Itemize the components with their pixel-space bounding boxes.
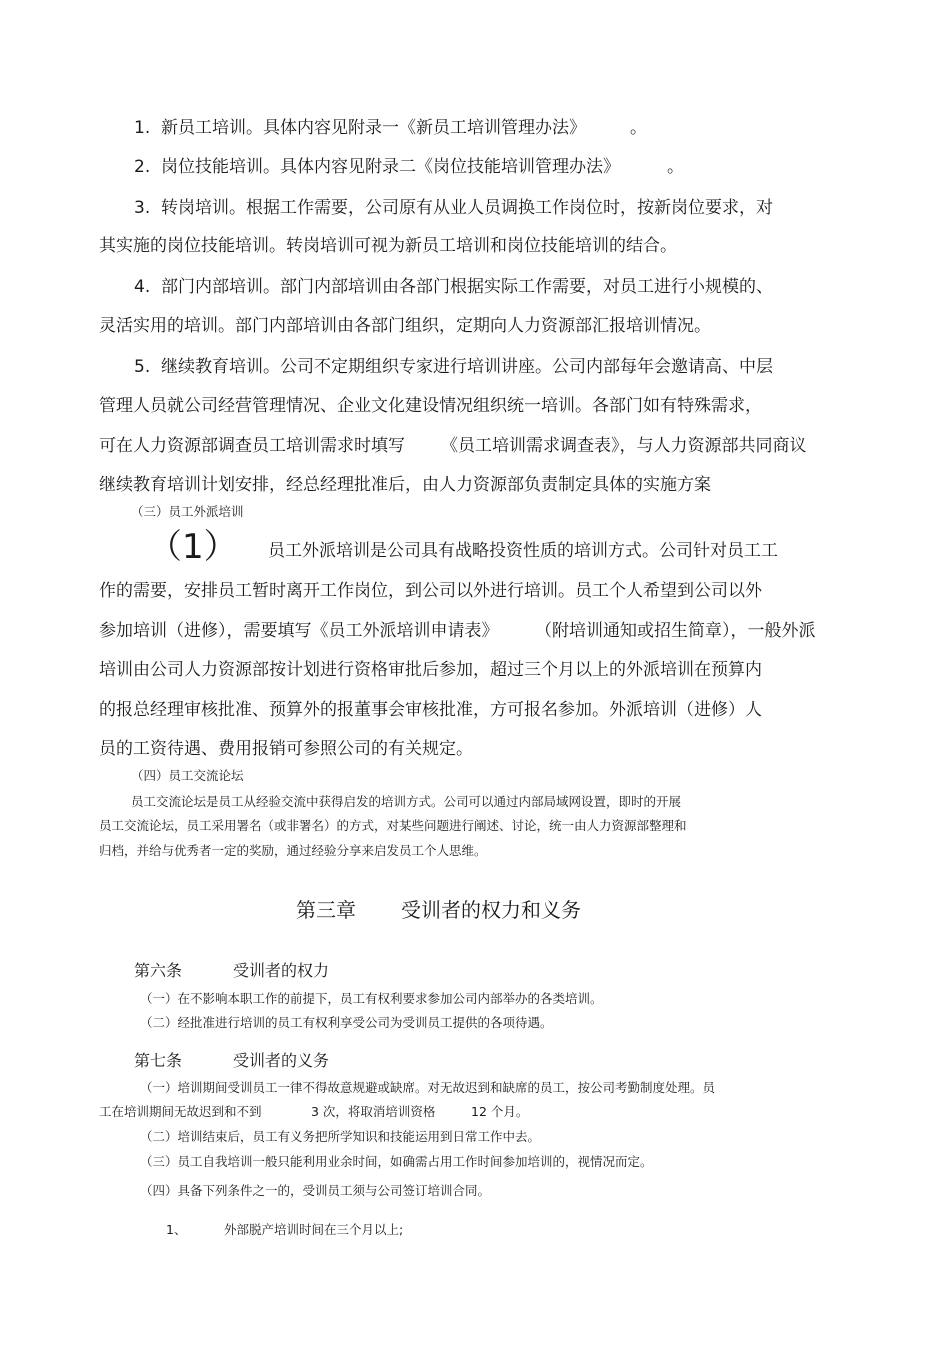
chapter-title: 受训者的权力和义务 xyxy=(401,898,581,922)
section-4-line-2: 员工交流论坛，员工采用署名（或非署名）的方式，对某些问题进行阐述、讨论，统一由人力资源部整理和 xyxy=(99,818,687,833)
article-7-para-2: （二）培训结束后，员工有义务把所学知识和技能运用到日常工作中去。 xyxy=(140,1129,541,1144)
item-2-text: 岗位技能培训。具体内容见附录二《岗位技能培训管理办法》 xyxy=(161,157,620,177)
section-3-line-2: 作的需要，安排员工暂时离开工作岗位，到公司以外进行培训。员工个人希望到公司以外 xyxy=(99,581,762,601)
item-3-number: 3. xyxy=(134,198,151,218)
article-7-title: 受训者的义务 xyxy=(233,1051,330,1070)
article-7-condition-1-number: 1、 xyxy=(166,1222,187,1237)
section-3-number: （1） xyxy=(148,527,238,567)
article-7-number: 第七条 xyxy=(134,1051,183,1070)
item-1-number: 1. xyxy=(134,118,151,138)
article-7-para-1a: （一）培训期间受训员工一律不得故意规避或缺席。对无故迟到和缺席的员工，按公司考勤制度处理。员 xyxy=(140,1080,716,1095)
item-5-line-1: 继续教育培训。公司不定期组织专家进行培训讲座。公司内部每年会邀请高、中层 xyxy=(161,357,773,377)
item-5-line-3b: 《员工培训需求调查表》，与人力资源部共同商议 xyxy=(441,436,807,456)
item-2-end: 。 xyxy=(667,157,684,177)
article-6-title: 受训者的权力 xyxy=(233,961,330,980)
article-7-condition-1: 外部脱产培训时间在三个月以上; xyxy=(224,1222,404,1237)
item-3-line-2: 其实施的岗位技能培训。转岗培训可视为新员工培训和岗位技能培训的结合。 xyxy=(99,236,677,256)
section-3-line-3b: （附培训通知或招生简章），一般外派 xyxy=(535,621,816,641)
article-6-number: 第六条 xyxy=(134,961,183,980)
article-7-para-4: （四）具备下列条件之一的，受训员工须与公司签订培训合同。 xyxy=(140,1183,491,1198)
item-5-number: 5. xyxy=(134,357,151,377)
article-6-para-1: （一）在不影响本职工作的前提下，员工有权利要求参加公司内部举办的各类培训。 xyxy=(140,991,603,1006)
section-3-heading: （三）员工外派培训 xyxy=(131,504,244,519)
item-2-number: 2. xyxy=(134,157,151,177)
item-3-line-1: 转岗培训。根据工作需要，公司原有从业人员调换工作岗位时，按新岗位要求，对 xyxy=(161,198,773,218)
chapter-number: 第三章 xyxy=(296,898,356,922)
item-4-line-1: 部门内部培训。部门内部培训由各部门根据实际工作需要，对员工进行小规模的、 xyxy=(161,277,773,297)
section-4-heading: （四）员工交流论坛 xyxy=(131,768,244,783)
item-5-line-4: 继续教育培训计划安排，经总经理批准后，由人力资源部负责制定具体的实施方案 xyxy=(99,475,711,495)
article-7-para-1c: 3 次，将取消培训资格 xyxy=(311,1104,436,1119)
section-3-line-4: 培训由公司人力资源部按计划进行资格审批后参加，超过三个月以上的外派培训在预算内 xyxy=(99,660,762,680)
section-3-line-1: 员工外派培训是公司具有战略投资性质的培训方式。公司针对员工工 xyxy=(268,541,778,561)
section-4-line-1: 员工交流论坛是员工从经验交流中获得启发的培训方式。公司可以通过内部局域网设置，即时的开展 xyxy=(131,794,682,809)
article-6-para-2: （二）经批准进行培训的员工有权利享受公司为受训员工提供的各项待遇。 xyxy=(140,1015,553,1030)
item-5-line-3a: 可在人力资源部调查员工培训需求时填写 xyxy=(99,436,405,456)
article-7-para-3: （三）员工自我培训一般只能利用业余时间，如确需占用工作时间参加培训的，视情况而定。 xyxy=(140,1154,653,1169)
article-7-para-1b: 工在培训期间无故迟到和不到 xyxy=(99,1104,262,1119)
section-3-line-5: 的报总经理审核批准、预算外的报董事会审核批准，方可报名参加。外派培训（进修）人 xyxy=(99,700,762,720)
section-3-line-6: 员的工资待遇、费用报销可参照公司的有关规定。 xyxy=(99,739,473,759)
item-1-text: 新员工培训。具体内容见附录一《新员工培训管理办法》 xyxy=(161,118,586,138)
item-1-end: 。 xyxy=(630,118,647,138)
section-4-line-3: 归档，并给与优秀者一定的奖励，通过经验分享来启发员工个人思维。 xyxy=(99,843,487,858)
item-4-line-2: 灵活实用的培训。部门内部培训由各部门组织，定期向人力资源部汇报培训情况。 xyxy=(99,316,711,336)
item-5-line-2: 管理人员就公司经营管理情况、企业文化建设情况组织统一培训。各部门如有特殊需求， xyxy=(99,396,762,416)
section-3-line-3a: 参加培训（进修），需要填写《员工外派培训申请表》 xyxy=(99,621,499,641)
article-7-para-1d: 12 个月。 xyxy=(471,1104,529,1119)
item-4-number: 4. xyxy=(134,277,151,297)
